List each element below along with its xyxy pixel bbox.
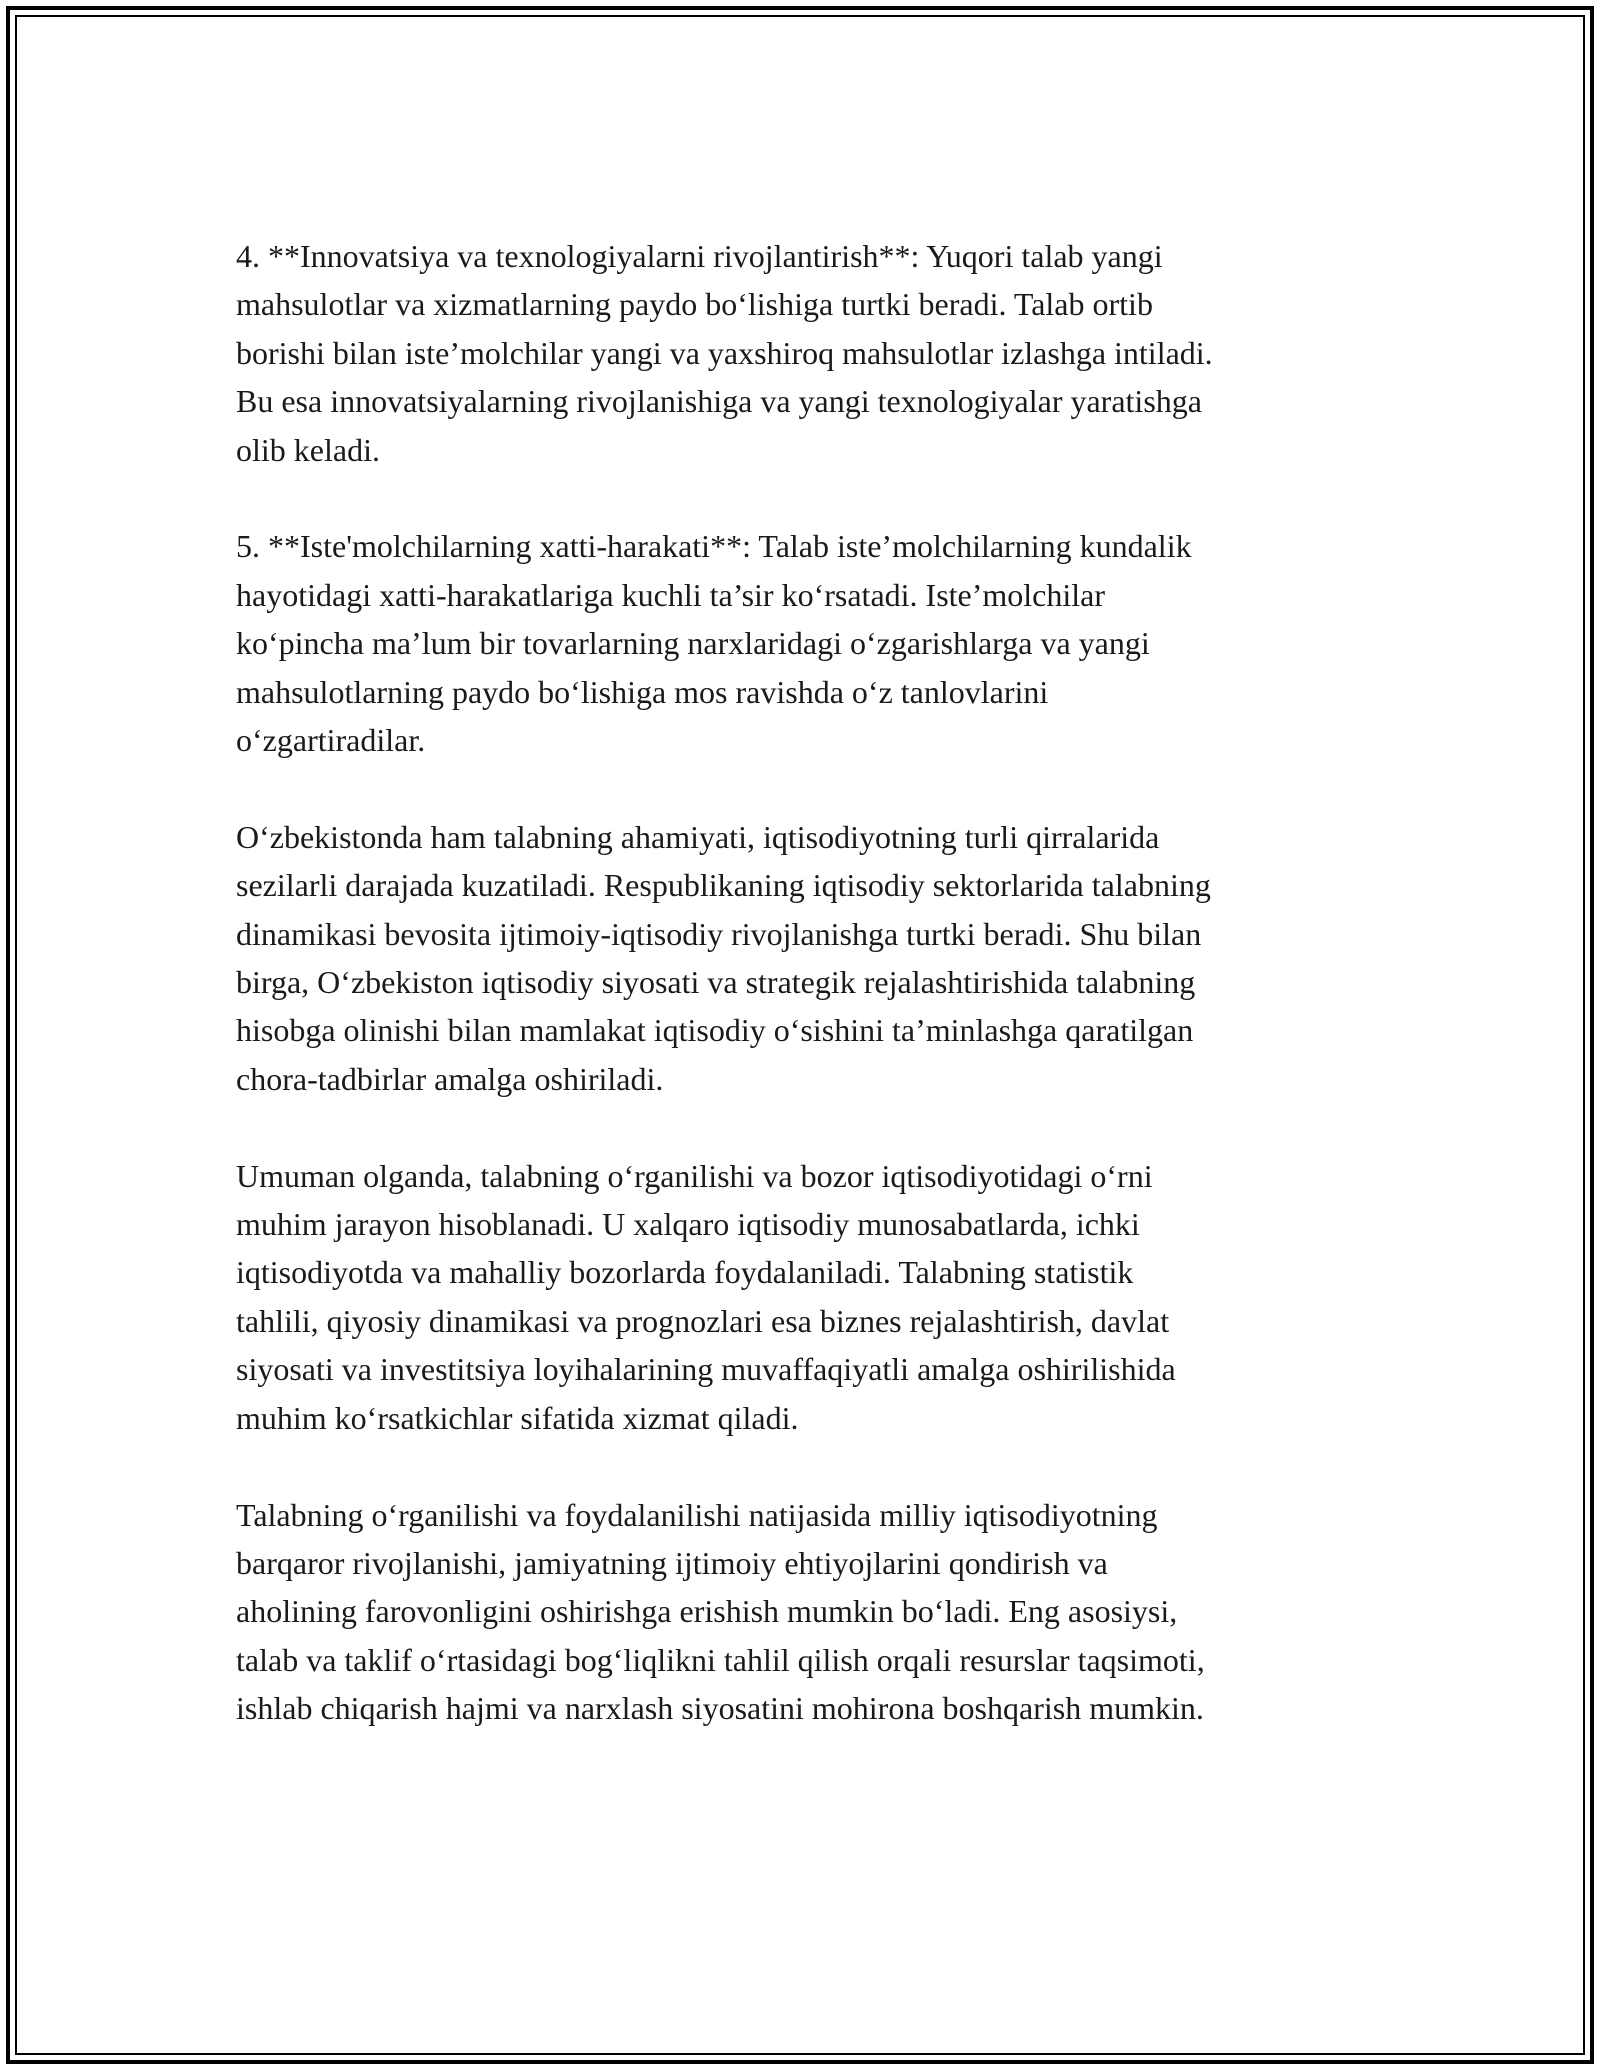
paragraph-innovation: 4. **Innovatsiya va texnologiyalarni rivojlantirish**: Yuqori talab yangi mahsulotlar va xizmatlarning paydo bo‘lishiga turtki beradi. Talab ortib borishi bilan iste’molchilar yangi va yaxshiroq mahsulotlar izlashga intiladi. Bu esa innovatsiyalarning rivojlanishiga va yangi texnologiyalar yaratishga olib keladi. [236,238,1213,468]
document-body [236,232,1366,1781]
paragraph-consumer-behavior: 5. **Iste'molchilarning xatti-harakati**: Talab iste’molchilarning kundalik hayotidagi xatti-harakatlariga kuchli ta’sir ko‘rsatadi. Iste’molchilar ko‘pincha ma’lum bir tovarlarning narxlaridagi o‘zgarishlarga va yangi mahsulotlarning paydo bo‘lishiga mos ravishda o‘z tanlovlarini o‘zgartiradilar. [236,528,1192,759]
paragraph-uzbekistan: O‘zbekistonda ham talabning ahamiyati, iqtisodiyotning turli qirralarida sezilarli darajada kuzatiladi. Respublikaning iqtisodiy sektorlarida talabning dinamikasi bevosita ijtimoiy-iqtisodiy rivojlanishga turtki beradi. Shu bilan birga, O‘zbekiston iqtisodiy siyosati va strategik rejalashtirishida talabning hisobga olinishi bilan mamlakat iqtisodiy o‘sishini ta’minlashga qaratilgan chora-tadbirlar amalga oshiriladi. [236,818,1211,1097]
paragraph-summary: Umuman olganda, talabning o‘rganilishi va bozor iqtisodiyotidagi o‘rni muhim jarayon hisoblanadi. U xalqaro iqtisodiy munosabatlarda, ichki iqtisodiyotda va mahalliy bozorlarda foydalaniladi. Talabning statistik tahlili, qiyosiy dinamikasi va prognozlari esa biznes rejalashtirish, davlat siyosati va investitsiya loyihalarining muvaffaqiyatli amalga oshirilishida muhim ko‘rsatkichlar sifatida xizmat qiladi. [236,1157,1176,1436]
paragraph-conclusion: Talabning o‘rganilishi va foydalanilishi natijasida milliy iqtisodiyotning barqaror rivojlanishi, jamiyatning ijtimoiy ehtiyojlarini qondirish va aholining farovonligini oshirishga erishish mumkin bo‘ladi. Eng asosiysi, talab va taklif o‘rtasidagi bog‘liqlikni tahlil qilish orqali resurslar taqsimoti, ishlab chiqarish hajmi va narxlash siyosatini mohirona boshqarish mumkin. [236,1496,1205,1727]
